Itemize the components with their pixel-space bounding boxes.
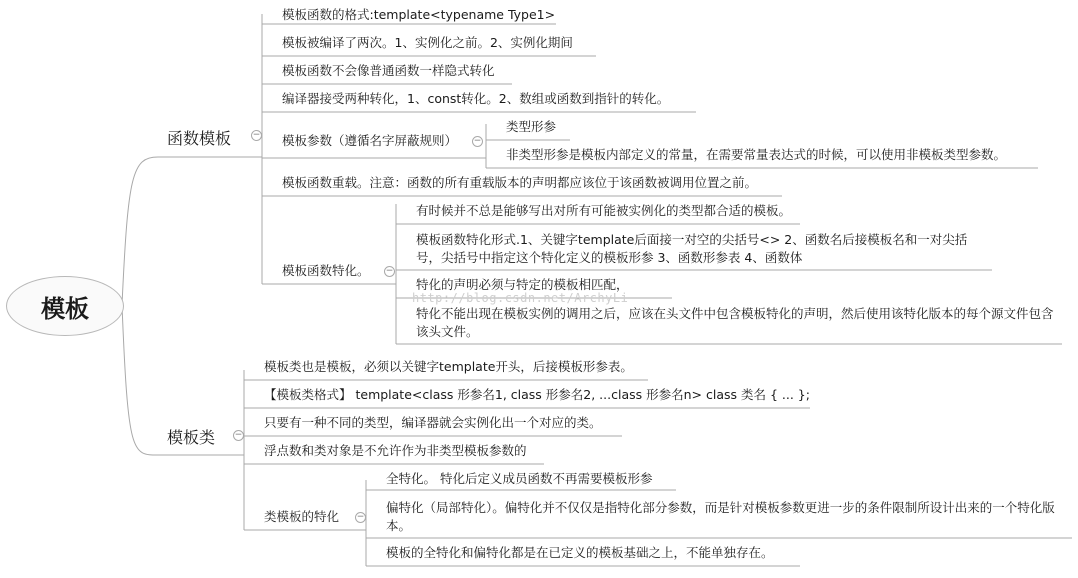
branch-function-template[interactable]: 函数模板 [167, 129, 232, 148]
root-label: 模板 [41, 294, 89, 323]
node-spec-match[interactable]: 特化的声明必须与特定的模板相匹配， [416, 277, 629, 292]
node-class-is-template[interactable]: 模板类也是模板，必须以关键字template开头，后接模板形参表。 [264, 359, 633, 374]
node-no-implicit-conversion[interactable]: 模板函数不会像普通函数一样隐式转化 [282, 63, 495, 78]
collapse-toggle-icon[interactable]: − [234, 430, 243, 440]
node-float-not-allowed[interactable]: 浮点数和类对象是不允许作为非类型模板参数的 [264, 443, 527, 458]
node-class-format[interactable]: 【模板类格式】 template<class 形参名1, class 形参名2, ...class 形参名n> class 类名 { ... }; [264, 387, 810, 402]
collapse-toggle-icon[interactable]: − [385, 266, 394, 276]
node-function-template-format[interactable]: 模板函数的格式:template<typename Type1> [282, 7, 556, 22]
collapse-toggle-icon[interactable]: − [356, 512, 365, 522]
node-full-specialization[interactable]: 全特化。 特化后定义成员函数不再需要模板形参 [386, 471, 653, 486]
node-function-specialization[interactable]: 模板函数特化。 [282, 263, 370, 278]
branch-class-template[interactable]: 模板类 [167, 428, 216, 447]
root-node[interactable] [6, 276, 124, 336]
node-nontype-param[interactable]: 非类型形参是模板内部定义的常量，在需要常量表达式的时候，可以使用非模板类型参数。 [506, 147, 1007, 162]
node-partial-specialization[interactable]: 偏特化（局部特化）。偏特化并不仅仅是指特化部分参数，而是针对模板参数更进一步的条件限制所设计出来的一个特化版本。 [386, 500, 1055, 533]
node-template-params[interactable]: 模板参数（遵循名字屏蔽规则） [282, 133, 458, 148]
node-type-param[interactable]: 类型形参 [506, 119, 557, 134]
collapse-toggle-icon[interactable]: − [473, 136, 482, 146]
node-compiled-twice[interactable]: 模板被编译了两次。1、实例化之前。2、实例化期间 [282, 35, 573, 50]
collapse-toggle-icon[interactable]: − [252, 130, 261, 140]
node-spec-not-always[interactable]: 有时候并不总是能够写出对所有可能被实例化的类型都合适的模板。 [416, 203, 792, 218]
node-spec-header[interactable]: 特化不能出现在模板实例的调用之后，应该在头文件中包含模板特化的声明，然后使用该特化版本的每个源文件包含该头文件。 [416, 306, 1054, 339]
node-instantiate-per-type[interactable]: 只要有一种不同的类型，编译器就会实例化出一个对应的类。 [264, 415, 602, 430]
node-spec-based-on-defined[interactable]: 模板的全特化和偏特化都是在已定义的模板基础之上，不能单独存在。 [386, 545, 774, 560]
watermark: http://blog.csdn.net/ArchyLi [412, 291, 629, 305]
node-two-conversions[interactable]: 编译器接受两种转化，1、const转化。2、数组或函数到指针的转化。 [282, 91, 670, 106]
node-spec-form[interactable]: 模板函数特化形式.1、关键字template后面接一对空的尖括号<> 2、函数名后接模板名和一对尖括号，尖括号中指定这个特化定义的模板形参 3、函数形参表 4、函数体 [416, 232, 968, 265]
node-function-overload[interactable]: 模板函数重载。注意：函数的所有重载版本的声明都应该位于该函数被调用位置之前。 [282, 175, 758, 190]
node-class-specialization[interactable]: 类模板的特化 [264, 509, 340, 524]
